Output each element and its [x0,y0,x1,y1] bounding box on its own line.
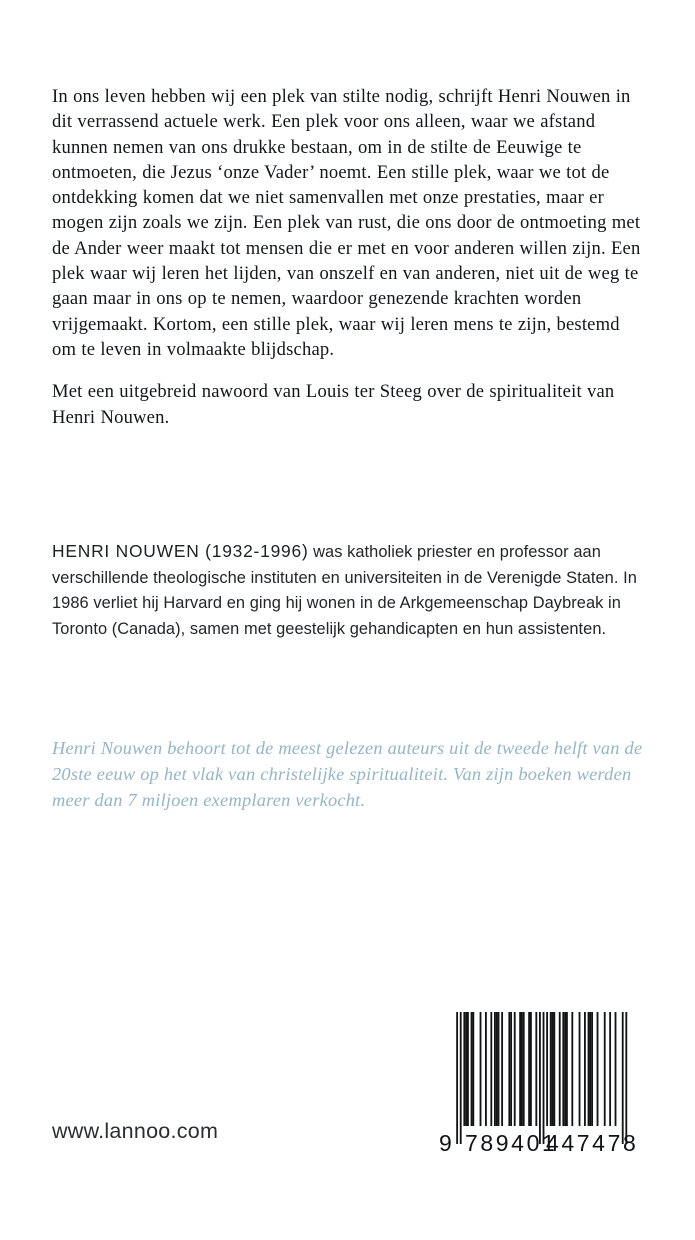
publisher-url[interactable]: www.lannoo.com [52,1119,219,1143]
author-bio-text [52,539,652,642]
pull-quote-text: Henri Nouwen behoort tot de meest gelezen auteurs uit de tweede helft van de 20ste eeuw op het vlak van christelijke spiritualiteit. Van zijn boeken werden meer dan 7 miljoen exemplaren verkocht. [52,738,643,810]
blurb-paragraph-main: In ons leven hebben wij een plek van stilte nodig, schrijft Henri Nouwen in dit verrassend actuele werk. Een plek voor ons alleen, waar we afstand kunnen nemen van ons drukke bestaan, om in de stilte de Eeuwige te ontmoeten, die Jezus ‘onze Vader’ noemt. Een stille plek, waar we tot de ontdekking komen dat we niet samenvallen met onze prestaties, maar er mogen zijn zoals we zijn. Een plek van rust, die ons door de ontmoeting met de Ander weer maakt tot mensen die er met en voor anderen willen zijn. Een plek waar wij leren het lijden, van onszelf en van anderen, niet uit de weg te gaan maar in ons op te nemen, waardoor genezende krachten worden vrijgemaakt. Kortom, een stille plek, waar wij leren mens te zijn, bestemd om te leven in volmaakte blijdschap. [52,86,641,360]
author-bio-section [52,539,652,642]
barcode-digits-left-group: 789401 [465,1130,558,1156]
barcode-digit-lead: 9 [439,1130,453,1156]
barcode-bars-svg [440,1012,638,1144]
barcode-digits-right-group: 447478 [546,1130,639,1156]
pull-quote-section [52,736,652,813]
blurb-section [52,84,648,430]
barcode [440,1012,638,1164]
author-name: HENRI NOUWEN (1932-1996) [52,541,309,561]
barcode-digits [440,1130,638,1160]
blurb-paragraph-afterword: Met een uitgebreid nawoord van Louis ter Steeg over de spiritualiteit van Henri Nouwen. [52,381,615,428]
author-bio-body: was katholiek priester en professor aan verschillende theologische instituten en universiteiten in de Verenigde Staten. In 1986 verliet hij Harvard en ging hij wonen in de Arkgemeenschap Daybreak in Toronto (Canada), samen met geestelijk gehandicapten en hun assistenten. [52,543,637,638]
